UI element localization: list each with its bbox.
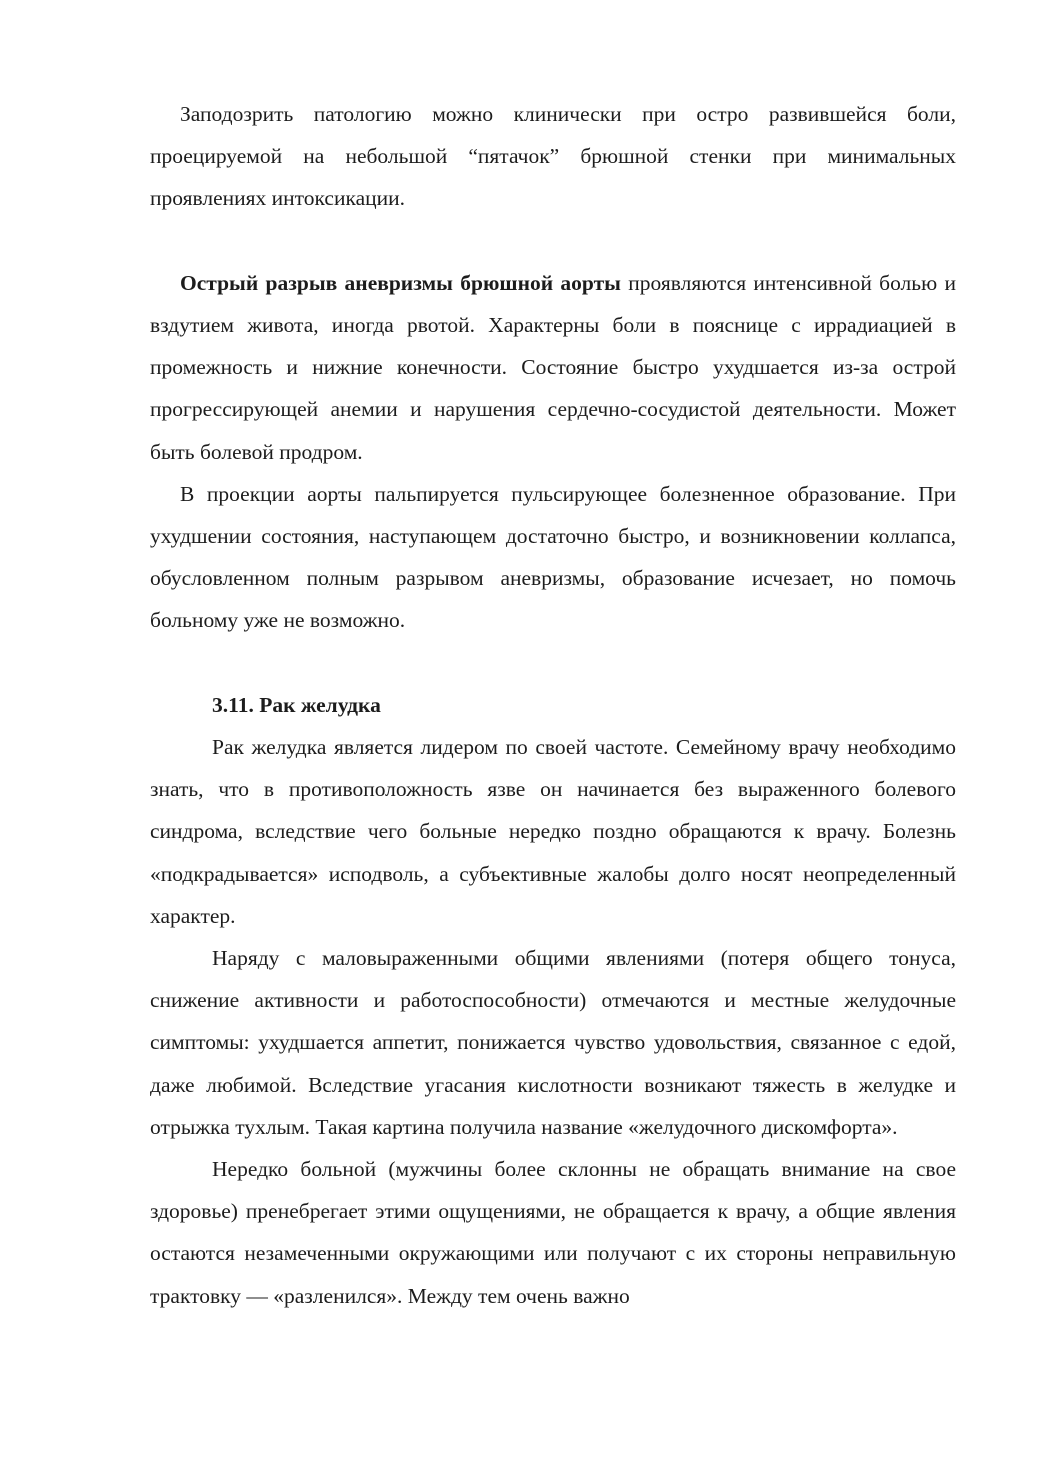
paragraph-stomach-cancer-intro: Рак желудка является лидером по своей частоте. Семейному врачу необходимо знать, что в противоположность язве он начинается без выраженного болевого синдрома, вследствие чего больные нередко поздно обращаются к врачу. Болезнь «подкрадывается» исподволь, а субъективные жалобы долго носят неопределенный характер. xyxy=(150,735,956,928)
paragraph-spacer xyxy=(150,220,956,262)
term-aortic-aneurysm-rupture: Острый разрыв аневризмы брюшной аорты xyxy=(180,270,621,295)
paragraph-aortic-aneurysm xyxy=(150,262,956,473)
section-heading: 3.11. Рак желудка xyxy=(212,692,381,717)
paragraph-general-symptoms: Наряду с маловыраженными общими явлениями (потеря общего тонуса, снижение активности и работоспособности) отмечаются и местные желудочные симптомы: ухудшается аппетит, понижается чувство удовольствия, связанное с едой, даже любимой. Вследствие угасания кислотности возникают тяжесть в желудке и отрыжка тухлым. Такая картина получила название «желудочного дискомфорта». xyxy=(150,946,956,1139)
paragraph-aortic-aneurysm-text: проявляются интенсивной болью и вздутием живота, иногда рвотой. Характерны боли в пояснице с иррадиацией в промежность и нижние конечности. Состояние быстро ухудшается из-за острой прогрессирующей анемии и нарушения сердечно-сосудистой деятельности. Может быть болевой продром. xyxy=(150,270,956,464)
paragraph-spacer xyxy=(150,642,956,684)
document-page xyxy=(150,93,956,1317)
paragraph-patient-neglect: Нередко больной (мужчины более склонны не обращать внимание на свое здоровье) пренебрегает этими ощущениями, не обращается к врачу, а общие явления остаются незамеченными окружающими или получают с их стороны неправильную трактовку — «разленился». Между тем очень важно xyxy=(150,1157,956,1308)
paragraph-pathology-suspicion: Заподозрить патологию можно клинически при остро развившейся боли, проецируемой на небольшой “пятачок” брюшной стенки при минимальных проявлениях интоксикации. xyxy=(150,102,956,211)
paragraph-aorta-palpation: В проекции аорты пальпируется пульсирующее болезненное образование. При ухудшении состояния, наступающем достаточно быстро, и возникновении коллапса, обусловленном полным разрывом аневризмы, образование исчезает, но помочь больному уже не возможно. xyxy=(150,481,956,633)
